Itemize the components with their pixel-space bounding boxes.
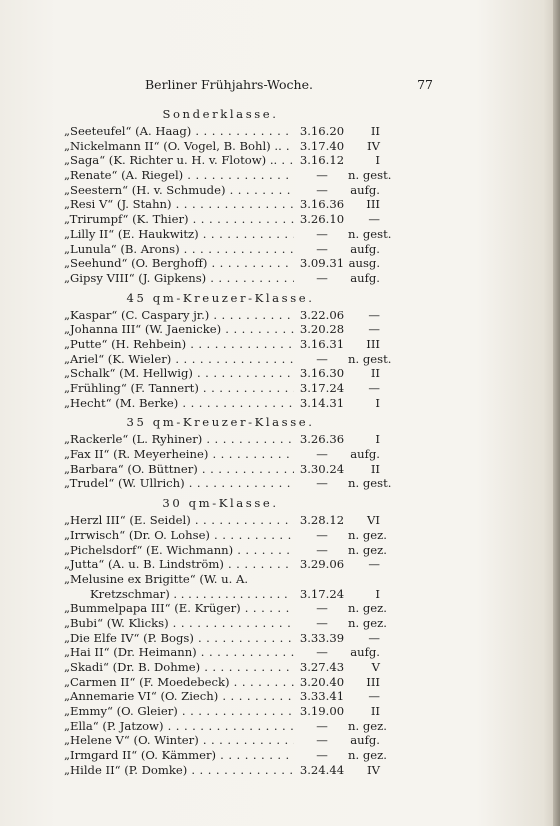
boat-entry: „Trirumpf“ (K. Thier) . . . [64, 212, 294, 227]
race-placing: aufg. [348, 183, 380, 198]
boat-entry: „Lilly II“ (E. Haukwitz) . . . [64, 227, 294, 242]
result-row [64, 366, 380, 381]
boat-entry: „Bubi“ (W. Klicks) . . . [64, 616, 294, 631]
race-placing: — [348, 689, 380, 704]
boat-entry: „Barbara“ (O. Büttner) . . . [64, 462, 294, 477]
race-time: — [296, 733, 348, 748]
race-placing: aufg. [348, 271, 380, 286]
result-row [64, 476, 392, 491]
result-row [64, 601, 387, 616]
race-time: 3.24.44 [296, 763, 348, 778]
race-placing: aufg. [348, 733, 380, 748]
race-time: — [296, 447, 348, 462]
result-row [64, 395, 380, 411]
running-header [145, 77, 433, 95]
result-row [64, 153, 380, 168]
race-placing: — [348, 212, 380, 227]
race-placing: IV [348, 763, 380, 778]
race-placing: n. gez. [348, 601, 387, 616]
race-time: 3.20.28 [296, 322, 348, 337]
race-placing: n. gez. [348, 542, 387, 557]
section-title: 35 qm-Kreuzer-Klasse. [126, 415, 315, 430]
result-row [64, 256, 380, 271]
result-row [64, 168, 392, 183]
race-time: 3.33.41 [296, 689, 348, 704]
results-list [64, 101, 392, 778]
result-row [64, 336, 380, 352]
race-placing: n. gez. [348, 748, 387, 763]
race-time: — [296, 183, 348, 198]
boat-entry: „Lunula“ (B. Arons) . . . [64, 242, 294, 257]
race-time: 3.16.20 [296, 124, 348, 139]
result-row [64, 124, 380, 139]
boat-entry: „Johanna III“ (W. Jaenicke) . . . [64, 322, 294, 337]
boat-entry: Kretzschmar) . . . [90, 587, 290, 602]
boat-entry: „Fax II“ (R. Meyerheine) . . . [64, 447, 294, 462]
race-time: — [296, 271, 348, 286]
boat-entry: „Frühling“ (F. Tannert) . . . [64, 381, 294, 396]
boat-entry: „Melusine ex Brigitte“ (W. u. A. [64, 571, 249, 586]
race-time: 3.19.00 [296, 704, 348, 719]
boat-entry: „Seehund“ (O. Berghoff) . . . [64, 256, 294, 271]
result-row [64, 542, 387, 558]
race-placing: II [348, 366, 380, 381]
race-time: — [296, 601, 348, 616]
boat-entry: „Seestern“ (H. v. Schmude) . . . [64, 183, 294, 198]
result-row [64, 461, 380, 477]
race-placing: — [348, 308, 380, 323]
boat-entry: „Skadi“ (Dr. B. Dohme) . . . [64, 660, 294, 675]
result-row [64, 557, 380, 572]
result-row [64, 447, 380, 462]
race-time: — [296, 645, 348, 660]
boat-entry: „Annemarie VI“ (O. Ziech) . . . [64, 689, 294, 704]
race-time: 3.16.12 [296, 153, 348, 168]
result-row [64, 718, 387, 734]
running-title: Berliner Frühjahrs-Woche. [145, 77, 313, 92]
race-placing: — [348, 557, 380, 572]
page-number: 77 [417, 77, 433, 92]
race-time: — [296, 476, 348, 491]
race-placing: n. gez. [348, 718, 387, 733]
boat-entry: „Herzl III“ (E. Seidel) . . . [64, 513, 294, 528]
race-placing: VI [348, 513, 380, 528]
boat-entry: „Nickelmann II“ (O. Vogel, B. Bohl) .. . . . [64, 139, 294, 154]
race-time: — [296, 616, 348, 631]
boat-entry: „Helene V“ (O. Winter) . . . [64, 733, 294, 748]
boat-entry: „Bummelpapa III“ (E. Krüger) . . . [64, 601, 294, 616]
section-title: Sonderklasse. [162, 107, 279, 121]
boat-entry: „Rackerle“ (L. Ryhiner) . . . [64, 432, 294, 447]
boat-entry: „Resi V“ (J. Stahn) . . . [64, 197, 294, 212]
race-time: 3.26.36 [296, 432, 348, 447]
boat-entry: „Ariel“ (K. Wieler) . . . [64, 352, 294, 367]
race-placing: n. gest. [348, 226, 392, 241]
boat-entry: „Schalk“ (M. Hellwig) . . . [64, 366, 294, 381]
book-spine-edge [553, 0, 560, 826]
race-placing: III [348, 675, 380, 690]
race-time: — [296, 748, 348, 763]
race-placing: IV [348, 139, 380, 154]
result-row [64, 748, 387, 763]
race-placing: II [348, 704, 380, 719]
race-placing: aufg. [348, 447, 380, 462]
race-time: — [296, 528, 348, 543]
race-time: 3.27.43 [296, 660, 348, 675]
race-placing: aufg. [348, 645, 380, 660]
result-row [64, 645, 380, 660]
result-row [64, 182, 380, 198]
result-row [64, 674, 380, 690]
race-time: 3.16.30 [296, 366, 348, 381]
section-title: 45 qm-Kreuzer-Klasse. [126, 290, 315, 305]
race-placing: I [348, 432, 380, 447]
result-row [64, 226, 392, 242]
result-row [64, 762, 380, 778]
result-row [64, 270, 380, 286]
race-placing: — [348, 631, 380, 646]
race-time: 3.17.24 [296, 381, 348, 396]
race-placing: II [348, 462, 380, 477]
result-row [64, 381, 380, 396]
race-placing: II [348, 124, 380, 139]
race-placing: III [348, 337, 380, 352]
result-row [64, 615, 387, 631]
race-placing: n. gest. [348, 476, 392, 491]
boat-entry: „Carmen II“ (F. Moedebeck) . . . [64, 675, 294, 690]
result-row [64, 586, 380, 602]
race-placing: n. gez. [348, 527, 387, 542]
race-placing: ausg. [348, 256, 380, 271]
race-placing: n. gez. [348, 615, 387, 630]
result-row [64, 307, 380, 323]
race-placing: — [348, 381, 380, 396]
result-row [64, 630, 380, 646]
race-placing: I [348, 396, 380, 411]
race-time: 3.29.06 [296, 557, 348, 572]
race-time: 3.14.31 [296, 396, 348, 411]
class-section [64, 494, 387, 777]
result-row [64, 572, 377, 587]
race-time: 3.20.40 [296, 675, 348, 690]
race-time: 3.16.36 [296, 197, 348, 212]
race-placing: n. gest. [348, 351, 392, 366]
boat-entry: „Hilde II“ (P. Domke) . . . [64, 763, 294, 778]
race-time: 3.33.39 [296, 631, 348, 646]
race-time: — [296, 227, 348, 242]
race-time: — [296, 242, 348, 257]
boat-entry: „Emmy“ (O. Gleier) . . . [64, 704, 294, 719]
race-placing: I [348, 153, 380, 168]
race-time: 3.22.06 [296, 308, 348, 323]
race-time: 3.28.12 [296, 513, 348, 528]
section-title: 30 qm-Klasse. [162, 496, 279, 511]
result-row [64, 212, 380, 227]
race-time: — [296, 168, 348, 183]
race-placing: V [348, 660, 380, 675]
class-section [64, 289, 392, 411]
class-section [64, 105, 392, 286]
race-placing: I [348, 587, 380, 602]
result-row [64, 138, 380, 154]
result-row [64, 513, 380, 528]
boat-entry: „Hai II“ (Dr. Heimann) . . . [64, 645, 294, 660]
boat-entry: „Gipsy VIII“ (J. Gipkens) . . . [64, 271, 294, 286]
race-placing: n. gest. [348, 168, 392, 183]
race-placing: III [348, 197, 380, 212]
result-row [64, 197, 380, 212]
race-time: — [296, 543, 348, 558]
boat-entry: „Irrwisch“ (Dr. O. Lohse) . . . [64, 528, 294, 543]
race-placing: aufg. [348, 242, 380, 257]
boat-entry: „Putte“ (H. Rehbein) . . . [64, 337, 294, 352]
result-row [64, 660, 380, 675]
race-time: 3.17.40 [296, 139, 348, 154]
result-row [64, 527, 387, 543]
race-time: 3.09.31 [296, 256, 348, 271]
race-time: — [296, 352, 348, 367]
boat-entry: „Die Elfe IV“ (P. Bogs) . . . [64, 631, 294, 646]
race-time: 3.16.31 [296, 337, 348, 352]
boat-entry: „Hecht“ (M. Berke) . . . [64, 396, 294, 411]
result-row [64, 322, 380, 337]
boat-entry: „Renate“ (A. Riegel) . . . [64, 168, 294, 183]
result-row [64, 704, 380, 719]
boat-entry: „Trudel“ (W. Ullrich) . . . [64, 476, 294, 491]
result-row [64, 689, 380, 704]
race-time: — [296, 719, 348, 734]
boat-entry: „Kaspar“ (C. Caspary jr.) . . . [64, 308, 294, 323]
boat-entry: „Seeteufel“ (A. Haag) . . . [64, 124, 294, 139]
race-time: 3.17.24 [296, 587, 348, 602]
class-section [64, 413, 392, 491]
race-time: 3.26.10 [296, 212, 348, 227]
boat-entry: „Jutta“ (A. u. B. Lindström) . . . [64, 557, 294, 572]
race-time: 3.30.24 [296, 462, 348, 477]
result-row [64, 432, 380, 447]
result-row [64, 241, 380, 257]
boat-entry: „Saga“ (K. Richter u. H. v. Flotow) .. . . . [64, 153, 294, 168]
result-row [64, 733, 380, 748]
race-placing: — [348, 322, 380, 337]
boat-entry: „Ella“ (P. Jatzow) . . . [64, 719, 294, 734]
boat-entry: „Irmgard II“ (O. Kämmer) . . . [64, 748, 294, 763]
result-row [64, 351, 392, 367]
boat-entry: „Pichelsdorf“ (E. Wichmann) . . . [64, 543, 294, 558]
